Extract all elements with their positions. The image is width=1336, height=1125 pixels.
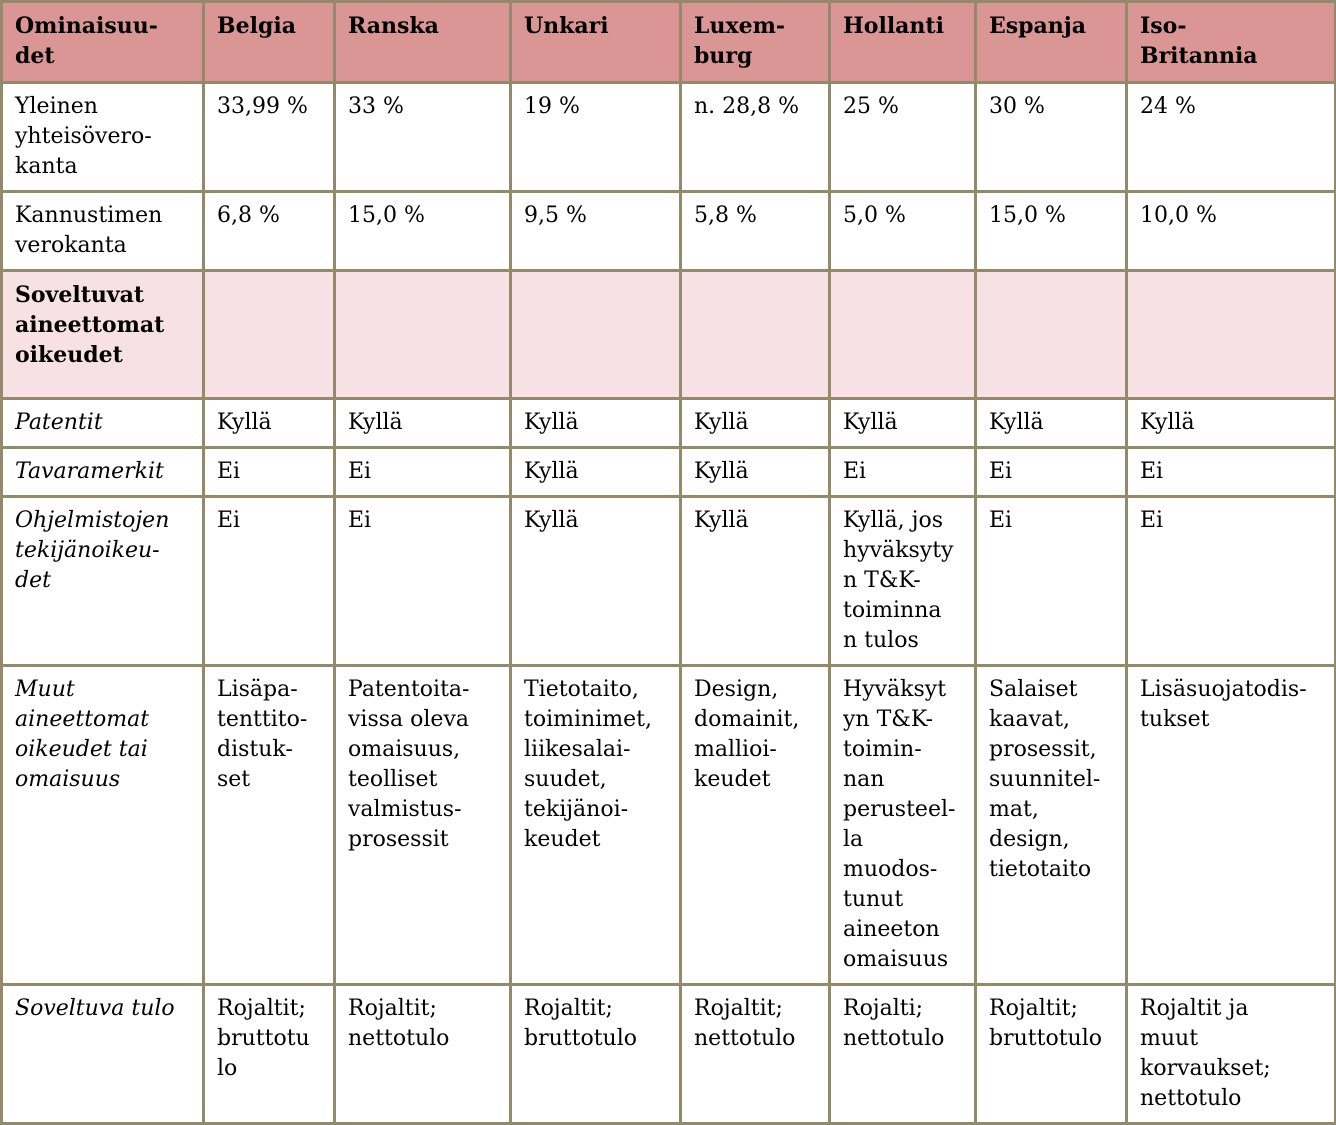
table-cell: Kyllä: [830, 399, 976, 448]
table-cell: Patentoita- vissa oleva omaisuus, teolliset valmistus- prosessit: [335, 666, 511, 985]
table-cell: Ei: [976, 497, 1127, 666]
table-cell: Ei: [335, 448, 511, 497]
table-cell: Rojaltit ja muut korvaukset; nettotulo: [1127, 985, 1336, 1124]
table-cell: 5,8 %: [681, 192, 830, 271]
table-cell: Kyllä: [681, 399, 830, 448]
row-label: Kannustimen verokanta: [2, 192, 204, 271]
row-label: Yleinen yhteisövero- kanta: [2, 83, 204, 192]
section-row-applicable-rights: [2, 271, 1336, 399]
table-cell: [335, 271, 511, 399]
table-cell: 15,0 %: [335, 192, 511, 271]
table-cell: 15,0 %: [976, 192, 1127, 271]
table-cell: 19 %: [511, 83, 681, 192]
table-cell: n. 28,8 %: [681, 83, 830, 192]
header-cell-belgia: Belgia: [204, 2, 335, 83]
table-cell: Kyllä: [681, 497, 830, 666]
table-cell: 30 %: [976, 83, 1127, 192]
table-cell: Kyllä: [511, 497, 681, 666]
header-cell-property: Ominaisuu- det: [2, 2, 204, 83]
header-cell-espanja: Espanja: [976, 2, 1127, 83]
table-cell: Lisäsuojatodis- tukset: [1127, 666, 1336, 985]
table-cell: Rojaltit; bruttotulo: [511, 985, 681, 1124]
table-cell: Ei: [1127, 448, 1336, 497]
table-row-applicable-income: [2, 985, 1336, 1124]
table-cell: [204, 271, 335, 399]
table-cell: Kyllä: [335, 399, 511, 448]
table-cell: Rojaltit; bruttotu lo: [204, 985, 335, 1124]
table-cell: [1127, 271, 1336, 399]
header-cell-unkari: Unkari: [511, 2, 681, 83]
row-label: Muut aineettomat oikeudet tai omaisuus: [2, 666, 204, 985]
table-cell: Kyllä: [511, 399, 681, 448]
table-cell: Ei: [1127, 497, 1336, 666]
table-cell: Ei: [976, 448, 1127, 497]
table-cell: Lisäpa- tenttito- distuk- set: [204, 666, 335, 985]
table-cell: Design, domainit, mallioi- keudet: [681, 666, 830, 985]
table-cell: Rojaltit; bruttotulo: [976, 985, 1127, 1124]
table-row-other-intangibles: [2, 666, 1336, 985]
table-cell: 9,5 %: [511, 192, 681, 271]
table-row-software-copyrights: [2, 497, 1336, 666]
row-label: Patentit: [2, 399, 204, 448]
table-cell: Kyllä: [511, 448, 681, 497]
row-label: Ohjelmistojen tekijänoikeu- det: [2, 497, 204, 666]
table-cell: Rojaltit; nettotulo: [681, 985, 830, 1124]
row-label: Soveltuva tulo: [2, 985, 204, 1124]
table-cell: Hyväksyt yn T&K- toimin- nan perusteel- la muodos- tunut aineeton omaisuus: [830, 666, 976, 985]
table-row-patents: [2, 399, 1336, 448]
table-cell: Kyllä: [976, 399, 1127, 448]
header-cell-luxemburg: Luxem- burg: [681, 2, 830, 83]
table-cell: Rojaltit; nettotulo: [335, 985, 511, 1124]
table-cell: Tietotaito, toiminimet, liikesalai- suudet, tekijänoi- keudet: [511, 666, 681, 985]
table-cell: 25 %: [830, 83, 976, 192]
header-cell-hollanti: Hollanti: [830, 2, 976, 83]
table-cell: [681, 271, 830, 399]
table-cell: Kyllä: [681, 448, 830, 497]
table-cell: Rojalti; nettotulo: [830, 985, 976, 1124]
section-heading: Soveltuvat aineettomat oikeudet: [2, 271, 204, 399]
table-row-trademarks: [2, 448, 1336, 497]
table-cell: Kyllä: [204, 399, 335, 448]
table-row-incentive-tax-rate: [2, 192, 1336, 271]
row-label: Tavaramerkit: [2, 448, 204, 497]
table-cell: [830, 271, 976, 399]
header-cell-iso-britannia: Iso- Britannia: [1127, 2, 1336, 83]
table-cell: 24 %: [1127, 83, 1336, 192]
table-cell: Ei: [204, 448, 335, 497]
table-cell: Kyllä: [1127, 399, 1336, 448]
table-cell: [976, 271, 1127, 399]
table-row-general-tax-rate: [2, 83, 1336, 192]
table-cell: 33,99 %: [204, 83, 335, 192]
table-cell: Ei: [335, 497, 511, 666]
table-cell: Salaiset kaavat, prosessit, suunnitel- mat, design, tietotaito: [976, 666, 1127, 985]
table-cell: 33 %: [335, 83, 511, 192]
table-cell: Ei: [204, 497, 335, 666]
header-row: [2, 2, 1336, 83]
table-cell: Kyllä, jos hyväksyty n T&K- toiminna n tulos: [830, 497, 976, 666]
table-cell: [511, 271, 681, 399]
table-cell: 6,8 %: [204, 192, 335, 271]
header-cell-ranska: Ranska: [335, 2, 511, 83]
table-cell: 5,0 %: [830, 192, 976, 271]
table-cell: Ei: [830, 448, 976, 497]
table-cell: 10,0 %: [1127, 192, 1336, 271]
